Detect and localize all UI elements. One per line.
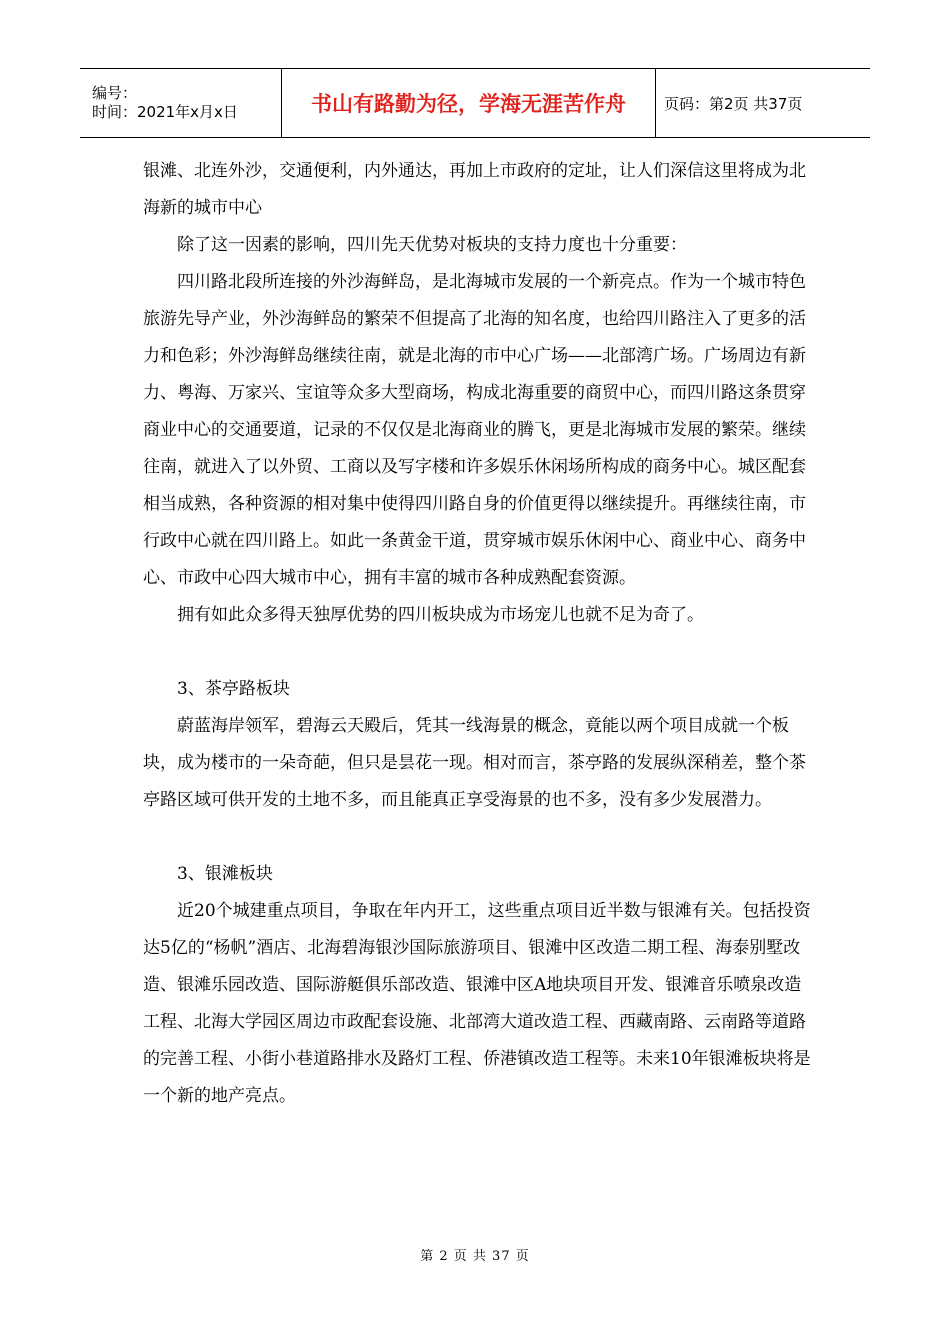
paragraph: 蔚蓝海岸领军，碧海云天殿后，凭其一线海景的概念，竟能以两个项目成就一个板块，成为楼市的一朵奇葩，但只是昙花一现。相对而言，茶亭路的发展纵深稍差，整个茶亭路区域可供开发的土地不多，而且能真正享受海景的也不多，没有多少发展潜力。 (143, 716, 806, 810)
page-footer: 第 2 页 共 37 页 (420, 1249, 530, 1264)
page-info: 页码：第2页 共37页 (664, 94, 803, 113)
motto-text: 书山有路勤为径，学海无涯苦作舟 (311, 92, 626, 116)
spacer (143, 819, 811, 856)
paragraph: 四川路北段所连接的外沙海鲜岛，是北海城市发展的一个新亮点。作为一个城市特色旅游先导产业，外沙海鲜岛的繁荣不但提高了北海的知名度，也给四川路注入了更多的活力和色彩；外沙海鲜岛继续往南，就是北海的市中心广场——北部湾广场。广场周边有新力、粤海、万家兴、宝谊等众多大型商场，构成北海重要的商贸中心，而四川路这条贯穿商业中心的交通要道，记录的不仅仅是北海商业的腾飞，更是北海城市发展的繁荣。继续往南，就进入了以外贸、工商以及写字楼和许多娱乐休闲场所构成的商务中心。城区配套相当成熟，各种资源的相对集中使得四川路自身的价值更得以继续提升。再继续往南，市行政中心就在四川路上。如此一条黄金干道，贯穿城市娱乐休闲中心、商业中心、商务中心、市政中心四大城市中心，拥有丰富的城市各种成熟配套资源。 (143, 272, 806, 588)
time-label: 时间：2021年x月x日 (92, 103, 238, 121)
header-page-cell (656, 69, 870, 137)
section-heading: 3、茶亭路板块 (177, 679, 290, 699)
section-heading: 3、银滩板块 (177, 864, 273, 884)
paragraph: 银滩、北连外沙，交通便利，内外通达，再加上市政府的定址，让人们深信这里将成为北海新的城市中心 (143, 161, 806, 218)
paragraph: 近20个城建重点项目，争取在年内开工，这些重点项目近半数与银滩有关。包括投资达5亿的“杨帆”酒店、北海碧海银沙国际旅游项目、银滩中区改造二期工程、海泰别墅改造、银滩乐园改造、国际游艇俱乐部改造、银滩中区A地块项目开发、银滩音乐喷泉改造工程、北海大学园区周边市政配套设施、北部湾大道改造工程、西藏南路、云南路等道路的完善工程、小街小巷道路排水及路灯工程、侨港镇改造工程等。未来10年银滩板块将是一个新的地产亮点。 (143, 901, 811, 1106)
number-label: 编号： (92, 84, 138, 102)
header-motto-cell (282, 69, 656, 137)
header-meta-cell (80, 69, 282, 137)
spacer (143, 634, 811, 671)
paragraph: 除了这一因素的影响，四川先天优势对板块的支持力度也十分重要： (177, 235, 687, 255)
document-body (143, 153, 811, 1115)
document-header (80, 68, 870, 138)
paragraph: 拥有如此众多得天独厚优势的四川板块成为市场宠儿也就不足为奇了。 (177, 605, 704, 625)
